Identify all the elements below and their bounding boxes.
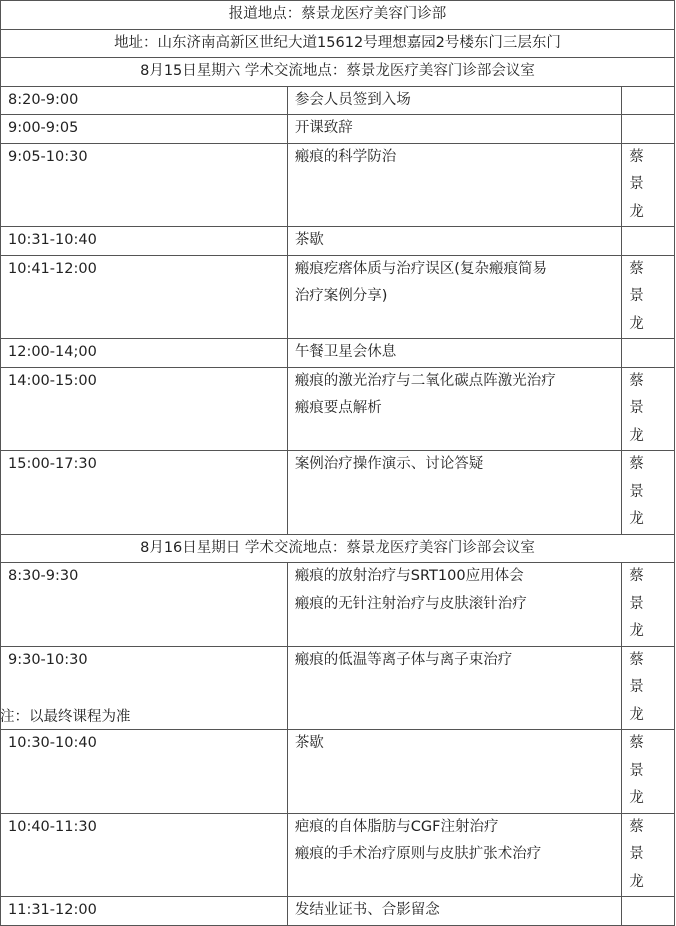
session-topic-line: 茶歇 [294, 735, 324, 751]
session-topic [287, 367, 621, 451]
session-topic-line: 瘢痕疙瘩体质与治疗误区(复杂瘢痕简易 [294, 260, 547, 277]
session-time: 12:00-14;00 [1, 339, 288, 368]
session-topic [287, 813, 621, 897]
session-topic-line: 瘢痕的低温等离子体与离子束治疗 [294, 651, 513, 668]
session-speaker [622, 227, 675, 256]
schedule-row [1, 255, 675, 339]
schedule-row [1, 451, 675, 535]
schedule-row [1, 86, 675, 115]
session-topic [287, 115, 621, 144]
day2-title: 8月16日星期日 学术交流地点：蔡景龙医疗美容门诊部会议室 [1, 534, 675, 563]
session-speaker: 蔡景龙 [622, 563, 675, 647]
header-row-address [1, 29, 675, 58]
session-topic [287, 897, 621, 926]
session-topic-line: 瘢痕的激光治疗与二氧化碳点阵激光治疗 [294, 372, 556, 389]
address: 地址：山东济南高新区世纪大道15612号理想嘉园2号楼东门三层东门 [1, 29, 675, 58]
session-speaker: 蔡景龙 [622, 143, 675, 227]
session-speaker [622, 339, 675, 368]
session-speaker: 蔡景龙 [622, 813, 675, 897]
schedule-row [1, 367, 675, 451]
session-time: 10:30-10:40 [1, 730, 288, 814]
session-speaker [622, 115, 675, 144]
schedule-row [1, 115, 675, 144]
session-speaker: 蔡景龙 [622, 730, 675, 814]
schedule-row [1, 143, 675, 227]
schedule-row [1, 730, 675, 814]
session-topic-line: 瘢痕的放射治疗与SRT100应用体会 [294, 568, 524, 584]
day2-title-row [1, 534, 675, 563]
session-topic [287, 339, 621, 368]
header-row-location [1, 1, 675, 30]
session-topic [287, 255, 621, 339]
session-time: 8:30-9:30 [1, 563, 288, 647]
session-speaker [622, 86, 675, 115]
session-time: 8:20-9:00 [1, 86, 288, 115]
session-speaker: 蔡景龙 [622, 367, 675, 451]
schedule-row [1, 339, 675, 368]
schedule-row [1, 897, 675, 926]
session-time: 11:31-12:00 [1, 897, 288, 926]
session-time: 9:00-9:05 [1, 115, 288, 144]
session-topic-line: 瘢痕要点解析 [294, 400, 382, 416]
session-time: 10:40-11:30 [1, 813, 288, 897]
session-speaker: 蔡景龙 [622, 646, 675, 730]
session-time: 9:05-10:30 [1, 143, 288, 227]
session-topic-line: 茶歇 [294, 232, 324, 248]
session-time: 14:00-15:00 [1, 367, 288, 451]
session-topic-line: 疤痕的自体脂肪与CGF注射治疗 [294, 818, 499, 835]
session-speaker [622, 897, 675, 926]
session-topic-line: 案例治疗操作演示、讨论答疑 [294, 456, 484, 472]
schedule-row [1, 813, 675, 897]
session-topic [287, 730, 621, 814]
day1-title: 8月15日星期六 学术交流地点：蔡景龙医疗美容门诊部会议室 [1, 58, 675, 87]
session-topic [287, 563, 621, 647]
session-topic [287, 227, 621, 256]
session-topic-line: 发结业证书、合影留念 [294, 902, 440, 918]
session-speaker: 蔡景龙 [622, 451, 675, 535]
schedule-row [1, 563, 675, 647]
day1-title-row [1, 58, 675, 87]
session-topic-line: 治疗案例分享) [294, 288, 388, 304]
session-topic-line: 开课致辞 [294, 120, 353, 136]
session-topic-line: 参会人员签到入场 [294, 91, 411, 108]
session-time: 10:31-10:40 [1, 227, 288, 256]
session-speaker: 蔡景龙 [622, 255, 675, 339]
session-topic-line: 瘢痕的手术治疗原则与皮肤扩张术治疗 [294, 846, 542, 862]
session-time: 10:41-12:00 [1, 255, 288, 339]
session-topic-line: 瘢痕的科学防治 [294, 148, 397, 165]
session-topic-line: 午餐卫星会休息 [294, 344, 397, 360]
report-location: 报道地点：蔡景龙医疗美容门诊部 [1, 1, 675, 30]
schedule-row [1, 227, 675, 256]
schedule-body [1, 1, 675, 926]
session-time: 15:00-17:30 [1, 451, 288, 535]
session-topic [287, 143, 621, 227]
session-topic [287, 451, 621, 535]
session-topic [287, 86, 621, 115]
session-time: 9:30-10:30 [1, 646, 288, 730]
session-topic [287, 646, 621, 730]
footnote: 注：以最终课程为准 [0, 709, 131, 725]
session-topic-line: 瘢痕的无针注射治疗与皮肤滚针治疗 [294, 595, 527, 612]
